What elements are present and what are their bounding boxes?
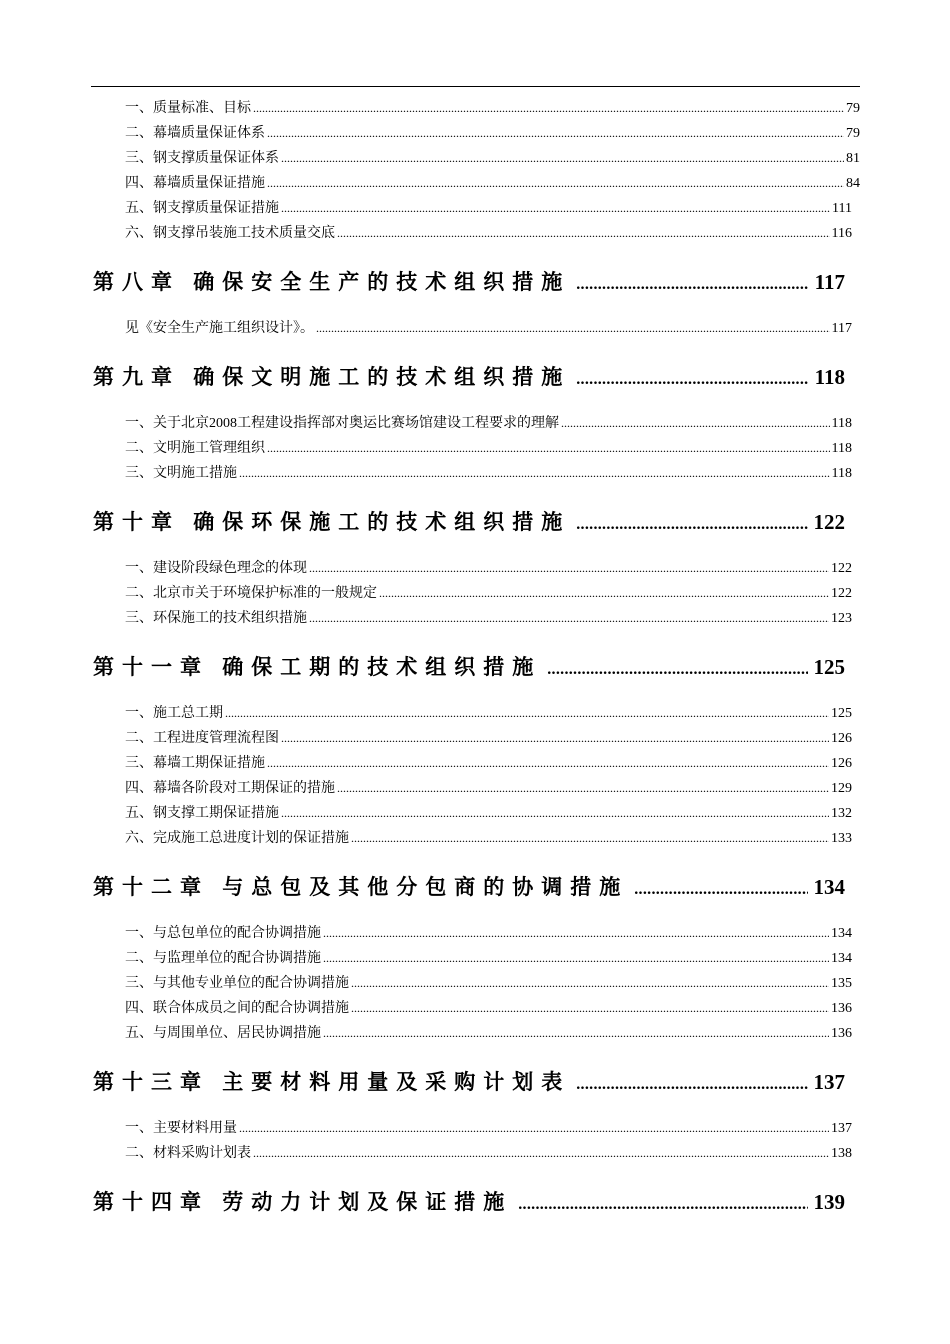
toc-entry-page-number: 81 bbox=[846, 151, 860, 166]
toc-section-entry[interactable] bbox=[125, 173, 860, 193]
toc-entry-title: 三、幕墙工期保证措施 bbox=[125, 756, 265, 771]
toc-section-entry[interactable] bbox=[125, 703, 852, 723]
toc-section-entry[interactable] bbox=[125, 923, 852, 943]
dot-leader bbox=[561, 413, 830, 434]
toc-entry-page-number: 126 bbox=[831, 756, 852, 771]
toc-chapter-entry[interactable] bbox=[93, 1187, 845, 1217]
toc-entry-title: 一、质量标准、目标 bbox=[125, 101, 251, 116]
toc-entry-title: 一、施工总工期 bbox=[125, 706, 223, 721]
toc-entry-title: 三、文明施工措施 bbox=[125, 466, 237, 481]
toc-entry-title: 第十章 确保环保施工的技术组织措施 bbox=[93, 510, 571, 534]
toc-section-entry[interactable] bbox=[125, 1023, 852, 1043]
toc-entry-title: 第十四章 劳动力计划及保证措施 bbox=[93, 1190, 513, 1214]
dot-leader bbox=[576, 507, 807, 540]
dot-leader bbox=[518, 1187, 807, 1220]
toc-section-entry[interactable] bbox=[125, 1118, 852, 1138]
dot-leader bbox=[309, 558, 829, 579]
dot-leader bbox=[316, 318, 830, 339]
dot-leader bbox=[323, 923, 829, 944]
dot-leader bbox=[281, 198, 830, 219]
toc-entry-page-number: 117 bbox=[814, 270, 845, 294]
toc-section-entry[interactable] bbox=[125, 608, 852, 628]
dot-leader bbox=[351, 973, 829, 994]
toc-entry-title: 见《安全生产施工组织设计》。 bbox=[125, 321, 314, 336]
toc-entry-title: 一、与总包单位的配合协调措施 bbox=[125, 926, 321, 941]
toc-entry-page-number: 136 bbox=[831, 1026, 852, 1041]
toc-section-entry[interactable] bbox=[125, 778, 852, 798]
toc-entry-title: 三、环保施工的技术组织措施 bbox=[125, 611, 307, 626]
toc-entry-page-number: 122 bbox=[831, 586, 852, 601]
toc-entry-page-number: 122 bbox=[831, 561, 852, 576]
toc-entry-title: 第十三章 主要材料用量及采购计划表 bbox=[93, 1070, 571, 1094]
dot-leader bbox=[323, 1023, 829, 1044]
toc-section-entry[interactable] bbox=[125, 318, 852, 338]
toc-entry-page-number: 118 bbox=[831, 441, 852, 456]
toc-section-entry[interactable] bbox=[125, 828, 852, 848]
toc-entry-page-number: 79 bbox=[846, 101, 860, 116]
dot-leader bbox=[267, 438, 830, 459]
toc-entry-page-number: 123 bbox=[831, 611, 852, 626]
toc-entry-page-number: 135 bbox=[831, 976, 852, 991]
toc-section-entry[interactable] bbox=[125, 148, 860, 168]
dot-leader bbox=[576, 267, 808, 300]
toc-entry-page-number: 79 bbox=[846, 126, 860, 141]
toc-entry-title: 第九章 确保文明施工的技术组织措施 bbox=[93, 365, 571, 389]
toc-chapter-entry[interactable] bbox=[93, 507, 845, 537]
dot-leader bbox=[225, 703, 829, 724]
dot-leader bbox=[351, 998, 829, 1019]
toc-entry-title: 二、文明施工管理组织 bbox=[125, 441, 265, 456]
toc-entry-title: 六、钢支撑吊装施工技术质量交底 bbox=[125, 226, 335, 241]
toc-entry-page-number: 126 bbox=[831, 731, 852, 746]
toc-entry-page-number: 118 bbox=[831, 416, 852, 431]
toc-chapter-entry[interactable] bbox=[93, 267, 845, 297]
toc-section-entry[interactable] bbox=[125, 948, 852, 968]
dot-leader bbox=[351, 828, 829, 849]
dot-leader bbox=[253, 1143, 829, 1164]
toc-entry-page-number: 116 bbox=[831, 226, 852, 241]
toc-entry-title: 三、与其他专业单位的配合协调措施 bbox=[125, 976, 349, 991]
dot-leader bbox=[239, 1118, 829, 1139]
toc-section-entry[interactable] bbox=[125, 438, 852, 458]
toc-entry-title: 二、北京市关于环境保护标准的一般规定 bbox=[125, 586, 377, 601]
dot-leader bbox=[323, 948, 829, 969]
toc-section-entry[interactable] bbox=[125, 583, 852, 603]
dot-leader bbox=[267, 173, 844, 194]
toc-entry-page-number: 118 bbox=[814, 365, 845, 389]
toc-section-entry[interactable] bbox=[125, 998, 852, 1018]
toc-entry-page-number: 125 bbox=[831, 706, 852, 721]
toc-entry-title: 五、与周围单位、居民协调措施 bbox=[125, 1026, 321, 1041]
dot-leader bbox=[281, 148, 844, 169]
dot-leader bbox=[267, 753, 829, 774]
toc-section-entry[interactable] bbox=[125, 1143, 852, 1163]
dot-leader bbox=[267, 123, 844, 144]
dot-leader bbox=[576, 1067, 807, 1100]
toc-entry-title: 五、钢支撑工期保证措施 bbox=[125, 806, 279, 821]
toc-section-entry[interactable] bbox=[125, 123, 860, 143]
toc-entry-page-number: 138 bbox=[831, 1146, 852, 1161]
toc-chapter-entry[interactable] bbox=[93, 1067, 845, 1097]
toc-entry-page-number: 134 bbox=[831, 926, 852, 941]
toc-entry-page-number: 118 bbox=[831, 466, 852, 481]
dot-leader bbox=[547, 652, 807, 685]
dot-leader bbox=[634, 872, 807, 905]
toc-entry-title: 五、钢支撑质量保证措施 bbox=[125, 201, 279, 216]
toc-section-entry[interactable] bbox=[125, 753, 852, 773]
toc-entry-title: 第十二章 与总包及其他分包商的协调措施 bbox=[93, 875, 629, 899]
toc-chapter-entry[interactable] bbox=[93, 872, 845, 902]
toc-section-entry[interactable] bbox=[125, 198, 852, 218]
toc-entry-title: 二、幕墙质量保证体系 bbox=[125, 126, 265, 141]
dot-leader bbox=[281, 728, 829, 749]
dot-leader bbox=[239, 463, 830, 484]
toc-entry-title: 第八章 确保安全生产的技术组织措施 bbox=[93, 270, 571, 294]
toc-entry-title: 二、工程进度管理流程图 bbox=[125, 731, 279, 746]
toc-entry-title: 一、主要材料用量 bbox=[125, 1121, 237, 1136]
dot-leader bbox=[337, 778, 829, 799]
toc-entry-page-number: 139 bbox=[813, 1190, 845, 1214]
toc-entry-page-number: 84 bbox=[846, 176, 860, 191]
toc-entry-title: 第十一章 确保工期的技术组织措施 bbox=[93, 655, 542, 679]
toc-entry-title: 三、钢支撑质量保证体系 bbox=[125, 151, 279, 166]
toc-section-entry[interactable] bbox=[125, 413, 852, 433]
toc-entry-title: 一、建设阶段绿色理念的体现 bbox=[125, 561, 307, 576]
toc-entry-page-number: 122 bbox=[813, 510, 845, 534]
toc-section-entry[interactable] bbox=[125, 223, 852, 243]
toc-entry-title: 二、材料采购计划表 bbox=[125, 1146, 251, 1161]
toc-entry-page-number: 125 bbox=[813, 655, 845, 679]
toc-entry-page-number: 137 bbox=[813, 1070, 845, 1094]
toc-entry-page-number: 134 bbox=[813, 875, 845, 899]
toc-entry-page-number: 133 bbox=[831, 831, 852, 846]
toc-entry-page-number: 117 bbox=[831, 321, 852, 336]
toc-entry-title: 六、完成施工总进度计划的保证措施 bbox=[125, 831, 349, 846]
dot-leader bbox=[379, 583, 829, 604]
toc-entry-page-number: 134 bbox=[831, 951, 852, 966]
dot-leader bbox=[309, 608, 829, 629]
toc-entry-title: 四、联合体成员之间的配合协调措施 bbox=[125, 1001, 349, 1016]
toc-section-entry[interactable] bbox=[125, 973, 852, 993]
toc-chapter-entry[interactable] bbox=[93, 362, 845, 392]
toc-entry-page-number: 136 bbox=[831, 1001, 852, 1016]
toc-entry-page-number: 129 bbox=[831, 781, 852, 796]
dot-leader bbox=[281, 803, 829, 824]
dot-leader bbox=[253, 98, 844, 119]
toc-entry-page-number: 111 bbox=[832, 201, 852, 216]
toc-entry-page-number: 132 bbox=[831, 806, 852, 821]
toc-entry-title: 四、幕墙质量保证措施 bbox=[125, 176, 265, 191]
dot-leader bbox=[576, 362, 808, 395]
header-rule bbox=[91, 86, 860, 87]
toc-section-entry[interactable] bbox=[125, 803, 852, 823]
toc-section-entry[interactable] bbox=[125, 98, 860, 118]
toc-entry-title: 四、幕墙各阶段对工期保证的措施 bbox=[125, 781, 335, 796]
toc-entry-page-number: 137 bbox=[831, 1121, 852, 1136]
toc-chapter-entry[interactable] bbox=[93, 652, 845, 682]
dot-leader bbox=[337, 223, 830, 244]
toc-entry-title: 二、与监理单位的配合协调措施 bbox=[125, 951, 321, 966]
toc-entry-title: 一、关于北京2008工程建设指挥部对奥运比赛场馆建设工程要求的理解 bbox=[125, 416, 559, 431]
toc-section-entry[interactable] bbox=[125, 463, 852, 483]
toc-section-entry[interactable] bbox=[125, 558, 852, 578]
toc-section-entry[interactable] bbox=[125, 728, 852, 748]
